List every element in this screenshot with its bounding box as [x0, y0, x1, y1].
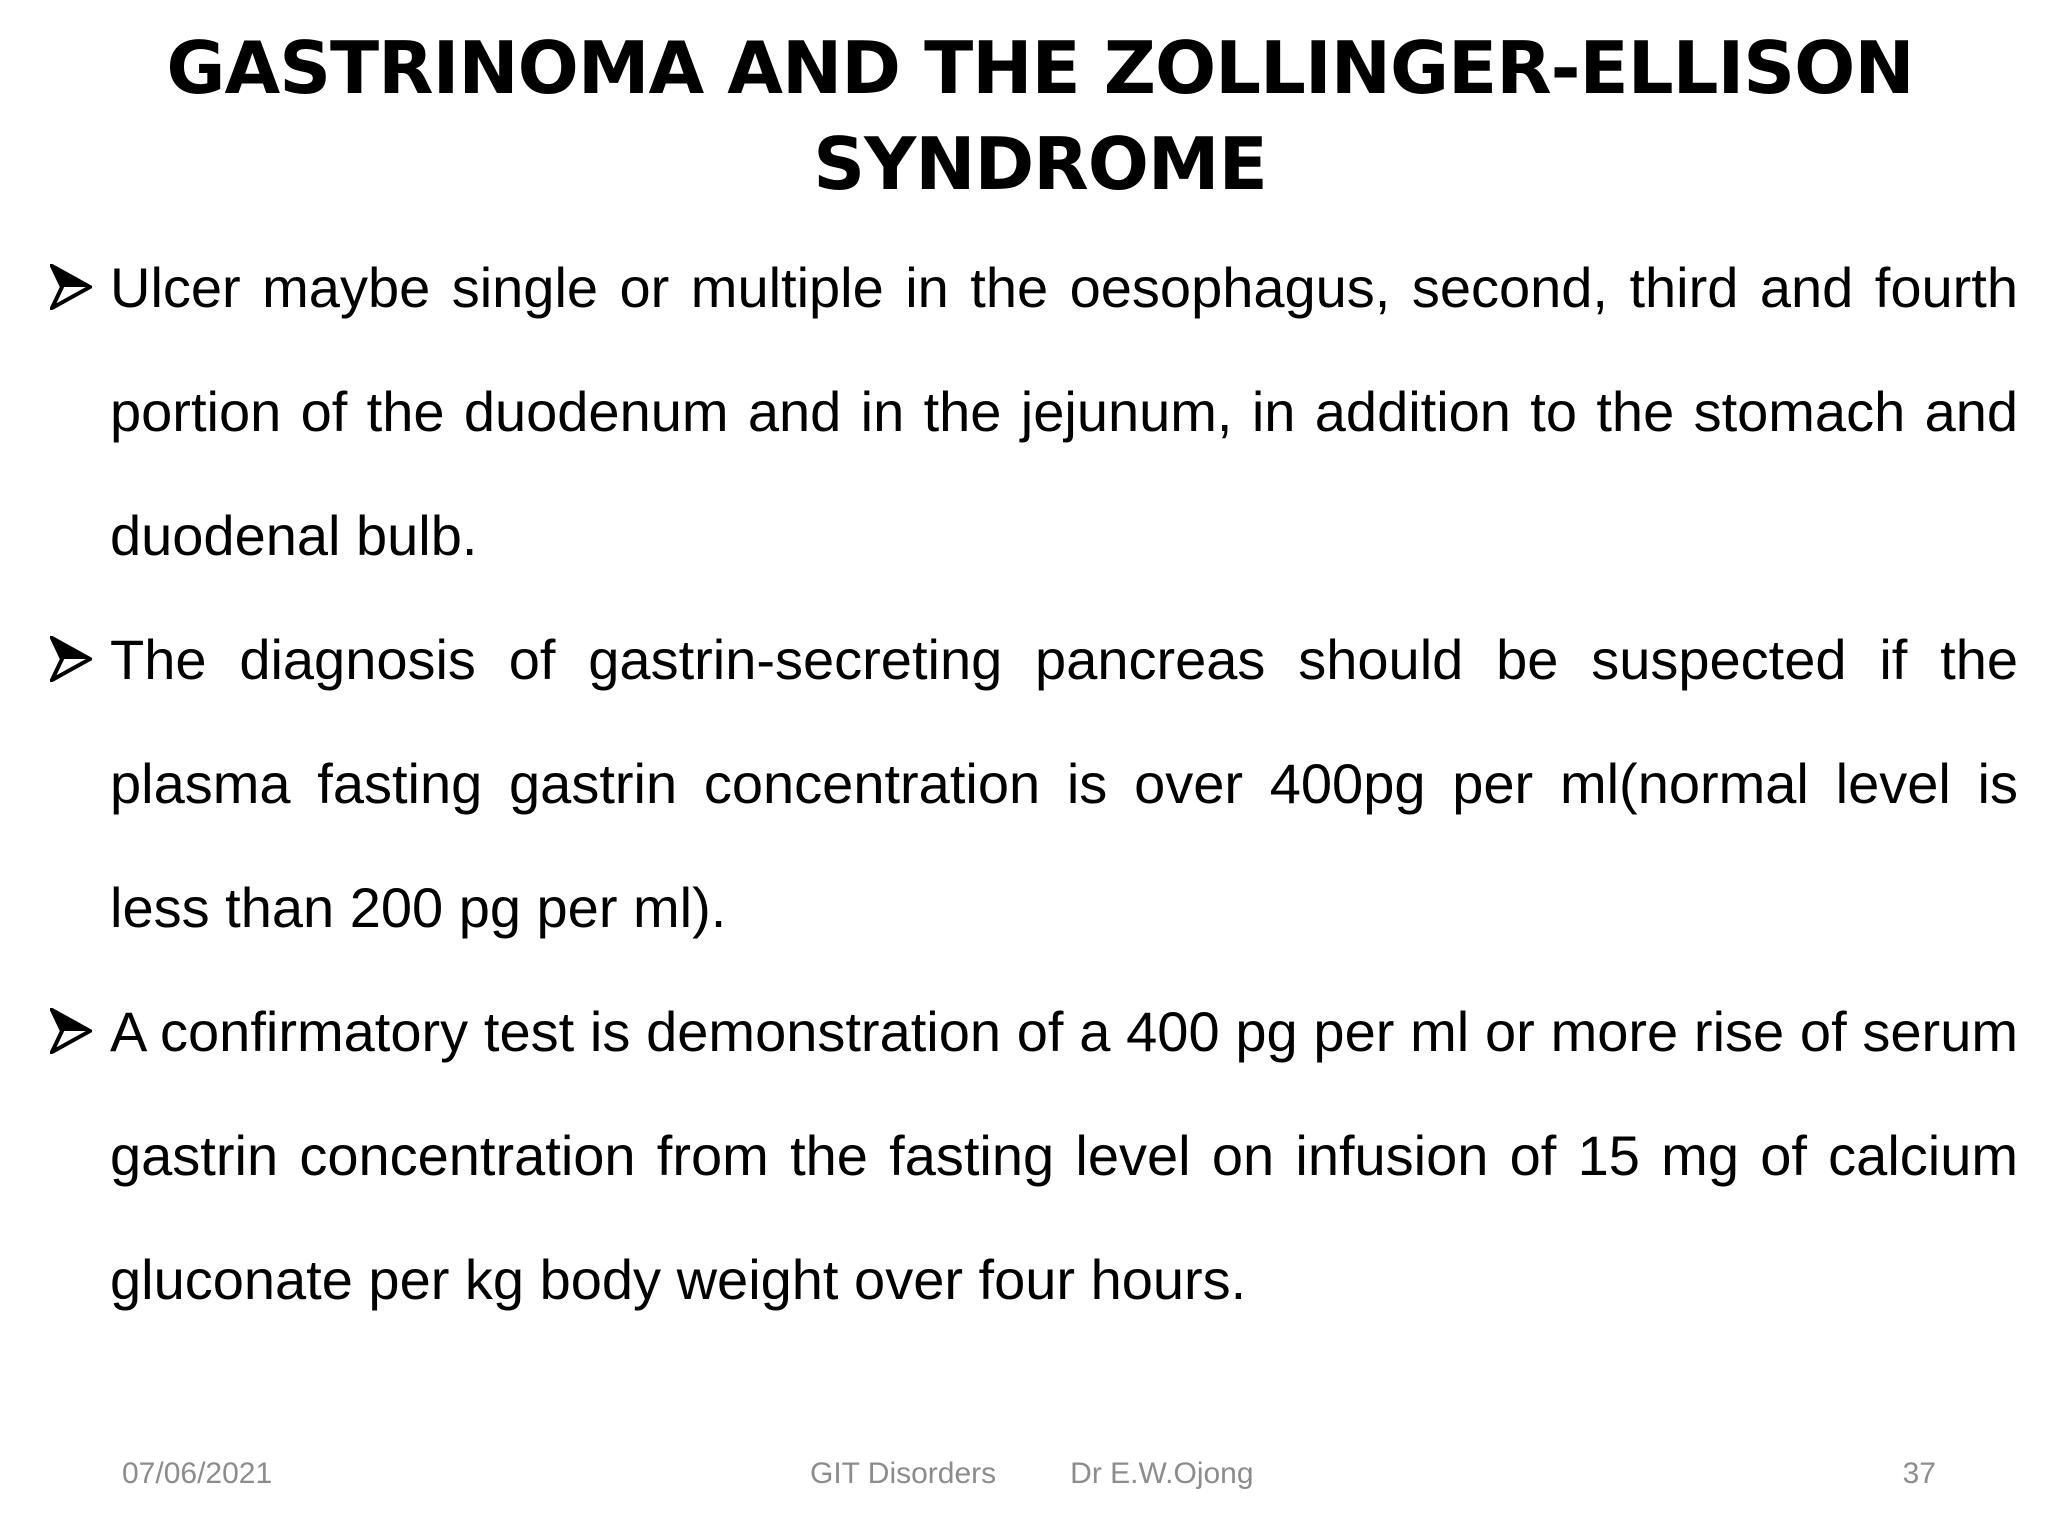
footer-course: GIT Disorders: [810, 1457, 997, 1490]
slide-title: [150, 20, 1930, 212]
slide-title-line-1: GASTRINOMA AND THE ZOLLINGER-ELLISON: [166, 26, 1914, 110]
bullet-text-2: The diagnosis of gastrin-secreting pancreas should be suspected if the plasma fasting gastrin concentration is over 400pg per ml(normal level is less than 200 pg per ml).: [110, 628, 2018, 939]
bullet-item-3: [48, 970, 2018, 1342]
arrow-bullet-icon: [48, 970, 98, 1094]
bullet-item-1: [48, 226, 2018, 598]
footer-page-number: 37: [1902, 1457, 1936, 1490]
bullet-text-3: A confirmatory test is demonstration of a 400 pg per ml or more rise of serum gastrin concentration from the fasting level on infusion of 15 mg of calcium gluconate per kg body weight over four hours.: [110, 1000, 2018, 1311]
arrow-bullet-icon: [48, 226, 98, 350]
slide-title-line-2: SYNDROME: [813, 122, 1267, 206]
arrow-bullet-icon: [48, 598, 98, 722]
bullet-item-2: [48, 598, 2018, 970]
bullet-text-1: Ulcer maybe single or multiple in the oesophagus, second, third and fourth portion of the duodenum and in the jejunum, in addition to the stomach and duodenal bulb.: [110, 256, 2018, 567]
footer-date: 07/06/2021: [122, 1457, 273, 1490]
footer-author: Dr E.W.Ojong: [1070, 1457, 1254, 1490]
footer-center: [810, 1454, 1254, 1494]
bullet-list: [48, 226, 2018, 1342]
